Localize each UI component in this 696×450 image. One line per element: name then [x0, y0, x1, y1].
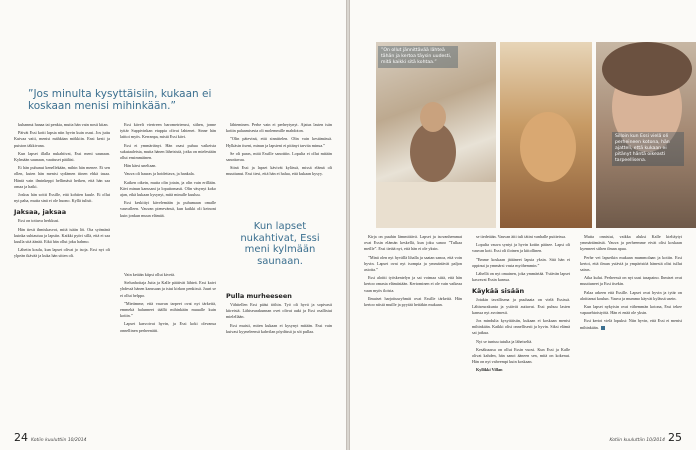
paragraph: Se oli paras, mitä Essille sanottiin. Lopulta ei ollut mitään sanottavaa. — [226, 150, 332, 163]
paragraph: Joskus hän soitti Essille, että kohtien kuule. Ei ollut nyt paha, mutta sinä ei ole huono. Kyllä tulisit. — [14, 192, 110, 204]
paragraph: Palaa arkeen että Essille. Lapset ovat hyvin ja tytär on aloittanut koulun. Vauva ja mummo käyvät kylässä usein. — [580, 289, 682, 301]
paragraph: Vain ketään kiipsi ollut kivetä. — [124, 272, 176, 277]
subheading: Pulla murheeseen — [226, 292, 292, 300]
paragraph: Ilmaiset harjoitusryhmät ovat Essille tärkeitä. Hän kertoo niistä muille ja pyytää heitäkin mukaan. — [364, 295, 462, 308]
page-number: 24 — [14, 431, 28, 444]
paragraph: Kun lapset illalla nukahtivat, Essi meni saunaan. Kylmään saunaan, vaattuset pääläsi. — [14, 150, 110, 163]
paragraph: Jos mindulta kysyttäisiin, kukaan ei koskaan menisi mihinkään. Kaikki olisi onnellisesti ja hyvin. Siksi elämä sai jatkua. — [472, 318, 570, 336]
paragraph: Essi aloitti työskentelyn ja sai voimaa siitä, että hän kertoo omasta elämästään. Kertominen ei ole vain vaikeaa vaan myös iloista. — [364, 275, 462, 293]
photo-caption: ”On ollut jännittävää lähteä tähän ja kertoa täysin uudesti, mitä kaikki sitä kohtaa.” — [378, 46, 458, 68]
magazine-name: Kotiin kuuluttiin 10/2014 — [31, 438, 87, 443]
right-column-1 — [364, 234, 462, 434]
paragraph: Lähellä on nyt omainen, joka ymmärtää. Ystävän lapset kasvavat Essin kanssa. — [472, 271, 570, 283]
paragraph: se tiedetään. Vauvan äiti tuli tätini vanhalle puitteissa. — [476, 234, 567, 239]
photo-caption: Silloin kun Essi vielä oli perheineen kotona, hän ajatteli, että kukaan ei pitänyt häntä oikeasti tarpeellisena. — [612, 132, 684, 166]
paragraph: Kaiken oikein, mutta olin jotain, ja olin vain erillään. Kävi minun kanssani ja loputtomasti. Olin väsynyt koko ajan, eikä kukaan kysynyt, mitä minulle kuuluu. — [120, 179, 216, 198]
left-column-1 — [14, 122, 110, 432]
paragraph: lähteminen. Perhe vain ei perheytynyt. Ajatus lasten isän kotiin palaamisesta oli molemmille mahdoton. — [226, 122, 332, 134]
paragraph: Perhe vei lapsetkin mukaan mummolaan ja kotiin. Essi kertoi, että ilman ystäviä ja ympäristöä hänestä olisi tullut sairas. — [580, 254, 682, 273]
paragraph: Päivät Essi kotti lapsia niin hyvin kuin osasi. Jos juttu Kuivaa vaiti, menisi mähkäan mökkiin. Ensi kesti ja puiston täkkivana. — [14, 130, 110, 148]
paragraph: Ei hän puhunut kenellekään, mihin hän menee. Ei sen ollen, kuten hän menisi sydämen tiinen ehkä tasaa. Häntä vain ilminkeppi hellimäsä hetken, että hän saa omaa ja haiki. — [14, 165, 110, 189]
paragraph: Vauva oli hauras ja hoidettava, ja hankala. — [124, 171, 195, 177]
right-page — [350, 0, 696, 450]
left-column-2-bottom — [120, 272, 216, 432]
paragraph: Siinä Essi ja lapset kävivät kylässä, missä elämä oli muuttunut. Essi tiesi, että hän ei halua, että kukaan kysyy. — [226, 165, 332, 177]
paragraph: Lapset kasvoivat hyvin, ja Essi koki olevansa onnellinen perheenäiti. — [120, 321, 216, 333]
page-folio-right — [609, 431, 682, 444]
paragraph: Mutta onnistui, vaikka aluksi Kalle kieltäytyi ymmärtämästä. Vauva ja perheemme eivät olisi koskaan kyenneet siihen ilman apua. — [580, 234, 682, 252]
paragraph: Hän tiesit ihmiskasvot, mitä isään löi. Ota syömänä kuinka suhtautuu ja lapsiin. Kaikki pyöri sillä, että ei saa kuulla sitä äänää. Eikä hän ollut joku hahmo. — [14, 226, 110, 245]
paragraph: Kesäkuussa on ollut Essin vuosi. Kun Essi ja Kalle olivat kahden, hän sanoi ääneen sen, mitä on kokenut. Hän on nyt vahvempi kuin koskaan. — [472, 346, 570, 365]
photo-hands — [500, 42, 592, 228]
right-column-3 — [580, 234, 682, 434]
page-folio-left — [14, 431, 87, 444]
paragraph: Aika kului. Perheessä on nyt uusi tasapaino. Ihmiset ovat muuttuneet ja Essi itsekin. — [580, 275, 682, 287]
headline-quote: ”Jos minulta kysyttäisiin, kukaan ei koskaan menisi mihinkään.” — [28, 88, 212, 112]
subheading: Jaksaa, jaksaa — [14, 208, 67, 217]
author-signature: Kyllikki Villan — [476, 367, 503, 373]
paragraph: Essi kertoi vielä lopuksi: Niin hyvin, että Essi ei menisi mihinkään. — [580, 318, 682, 330]
left-column-2-top — [120, 122, 216, 218]
photo-hair — [602, 42, 692, 96]
subheading: Käykää sisään — [472, 287, 525, 296]
left-page — [0, 0, 346, 450]
paragraph: Essi kävelt vierireen barometrienssi, siihen, jonne tyttär Suppivinkan etappia olivat lahtenet. Sinne hän laittoi myös. Kerranpa, mistä Essi kävi. — [120, 122, 216, 140]
paragraph: Essi on tottuva herkkusi. — [18, 218, 60, 224]
paragraph: ”Emme koskaan jättäneet lapsia yksin. Sitä hän ei oppinut ja ymmärsi vasta myöhemmin.” — [472, 256, 570, 268]
paragraph: ”Olin pätevinä, että sinnittelen. Olin vain kestämässä. Hylkäsin itseni, minun ja lapsieni ei pitänyt tarvita minua.” — [226, 136, 332, 148]
photo-table — [376, 182, 496, 228]
pull-quote: Kun lapset nukahtivat, Essi meni kylmään saunaan. — [240, 221, 320, 267]
paragraph: kuhannut hanaa tai penkia, mutta hän vain nosti kiian. — [18, 122, 109, 127]
paragraph: Hän kärsi uneltaan. — [124, 163, 157, 169]
paragraph: Vähitellen Essi pääsi töihin. Työ oli hyvä ja sopivasti kiireistä. Lähiseurakunnan ovet olivat auki ja Essi osallistui mielellään. — [226, 302, 332, 320]
right-column-2 — [472, 234, 570, 434]
magazine-name: Kotiin kuuluttiin 10/2014 — [609, 438, 665, 443]
photo-face — [420, 102, 446, 132]
paragraph: ”Mietimme, että vauvan tarpeet ovat nyt tärkeitä, emmekä halunneet täällä mihinkään muualle kuin kotiin.” — [120, 300, 216, 319]
paragraph: Essi ei ymmärtänyt. Hän osasi puhua vaikeista sukutaaleista, mutta hänen läheisistä, jotka on mielestään ollut ensimmäinen. — [120, 142, 216, 161]
left-column-3-bottom — [226, 288, 332, 432]
paragraph: Sielunhoitaja Jutta ja Kalle päätivät lähteä. Essi kaivi yhdessä hänen kanssaan ja istui kirkon penkissä. Juuri se ei ollut helppo. — [120, 280, 216, 298]
left-column-3-top — [226, 122, 332, 214]
paragraph: Nyt se tuntuu tutulta ja läheiseltä. — [476, 338, 533, 344]
end-mark-icon — [601, 326, 605, 330]
paragraph: Essi muisti, miten kukaan ei kysynyt mitään. Essi vain kuivasi kyyneleensä kahvilan pöydässä ja söi pullaa. — [226, 322, 332, 334]
paragraph: Jotakin tavallisena ja puuhaata on vielä Essissä. Lähiseurakunta ja ystävät auttavat. Essi puhuu lasten kanssa nyt avoimesti. — [472, 297, 570, 315]
paragraph: Essi keskittyi kävelemään ja puhumaan omalle vauvalleen. Vauvan pienevänsä, kun kaikki oli keinoni kuin jonkun muun elämää. — [120, 200, 216, 218]
paragraph: Lähetin koulu, kun lapset olivat jo isoja. Essi nyt oli ylpeän ikävää ja kuka hän sitten oli. — [14, 247, 110, 259]
paragraph: Kirja on puuhin lämmittävä. Lapset ja isovanhemmat ovat Essin elämän keskellä, kun joku sanoo ”Tulkaa meille”. Essi tietää nyt, että hän ei ole yksin. — [364, 234, 462, 252]
paragraph: Lopulta vauva syntyi ja hyvin kotiin pääsee. Lapsi oli vauvan koti. Essi oli iloinen ja kiitollinen. — [472, 242, 570, 254]
paragraph: Kun lapset nykyisin ovat vähemmän kotona, Essi tekee vapaaehtoistyötä. Hän ei enää ole yksin. — [580, 304, 682, 316]
photo-kitchen — [376, 42, 496, 228]
photo-detail — [520, 112, 576, 182]
page-number: 25 — [668, 431, 682, 444]
paragraph: ”Minä olen nyt hyvällä lihalla ja saatan sanoa, että voin hyvin. Lapset ovat nyt isompia ja ymmärtävät paljon asioita.” — [364, 254, 462, 273]
